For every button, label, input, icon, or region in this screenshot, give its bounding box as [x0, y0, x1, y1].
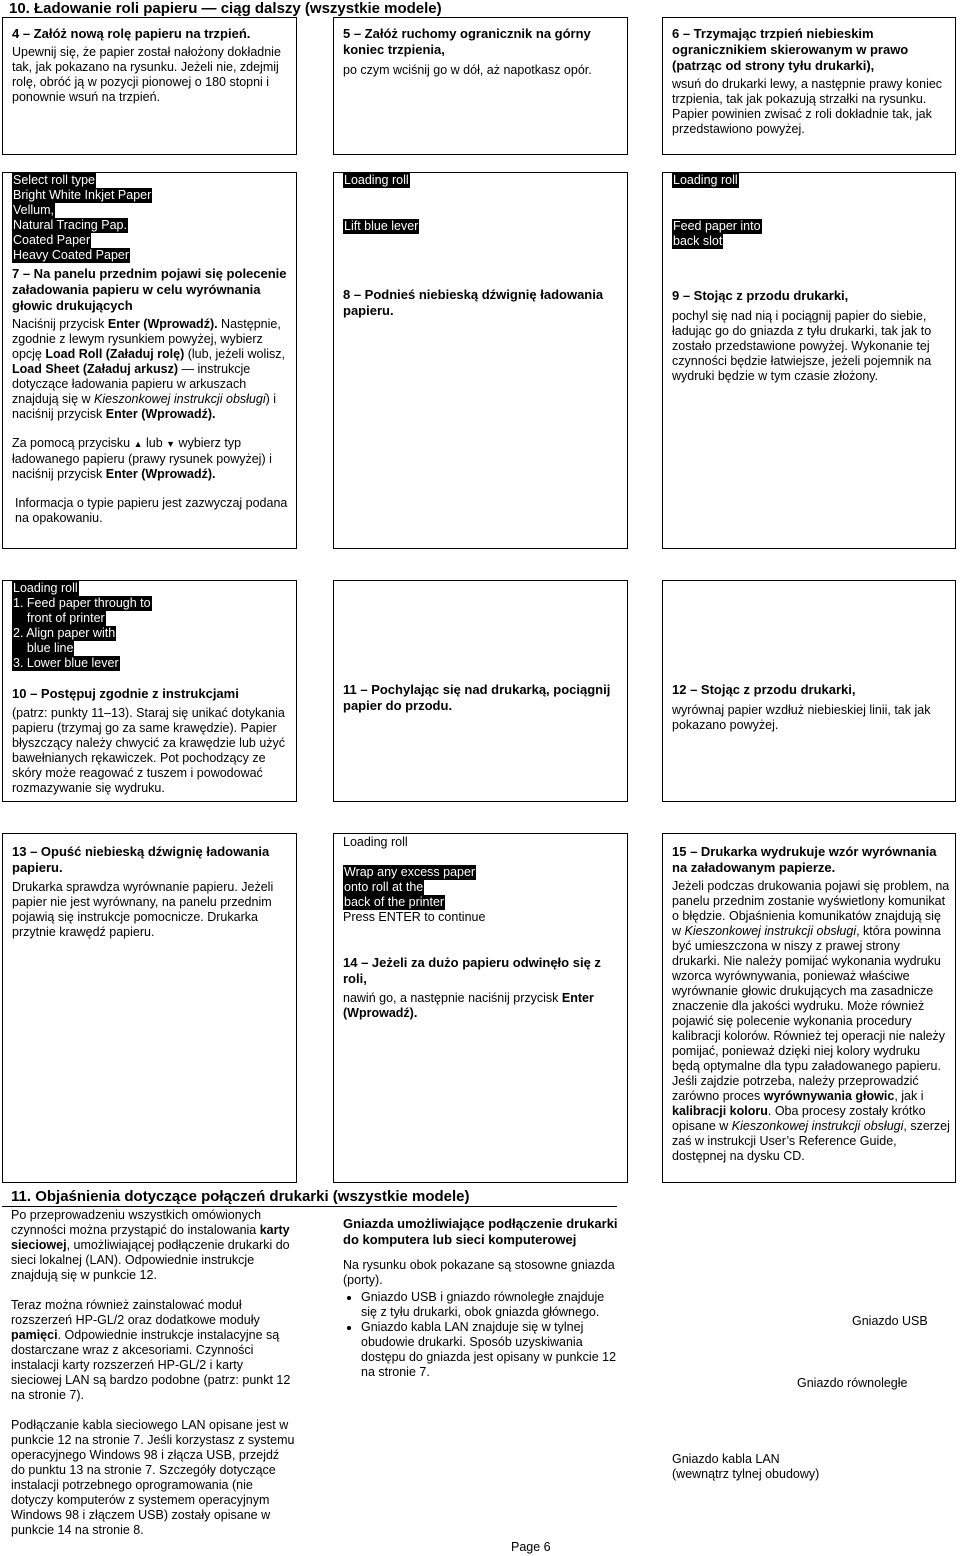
step-12 [672, 682, 947, 733]
enter-key-label: Enter (Wprowadź). [105, 407, 216, 421]
page-number: Page 6 [511, 1540, 551, 1554]
text: Po przeprowadzeniu wszystkich omówionych czynności można przystąpić do instalowania [11, 1208, 262, 1237]
lcd-feed-paper: Feed paper into [673, 219, 761, 233]
step-12-title: 12 – Stojąc z przodu drukarki, [672, 682, 856, 697]
text: . Oba procesy zostały krótko opisane w [672, 1104, 926, 1133]
lcd-select-roll-type [12, 173, 290, 263]
network-card-term: karty sieciowej [11, 1223, 290, 1252]
lcd-lift-blue-lever: Lift blue lever [344, 219, 419, 233]
section-11-title: 11. Objaśnienia dotyczące połączeń drukarki (wszystkie modele) [11, 1188, 470, 1205]
lcd-line: Wrap any excess paper [344, 865, 476, 879]
lcd-line: 3. Lower blue lever [13, 656, 119, 670]
step-8 [343, 173, 621, 319]
head-alignment-term: wyrównywania głowic [763, 1089, 895, 1103]
lcd-line: 2. Align paper with [13, 626, 116, 640]
text: nawiń go, a następnie naciśnij przycisk [343, 991, 562, 1005]
step-15 [672, 844, 950, 1164]
list-item: • Gniazdo USB i gniazdo równoległe znajduje się z tyłu drukarki, obok gniazda głównego. [361, 1290, 623, 1320]
color-calibration-term: kalibracji koloru [672, 1104, 768, 1118]
text: , która powinna być umieszczona w niszy z prawej strony drukarki. Nie należy pomijać wykonania wydruku wzorca wyrównywania, ponieważ właściwe wyrównanie głowic drukujących ma zasadnicze znaczenie dla jakości wydruku. Może również pojawić się polecenie wykonania procedury kalibracji kolorów. Również tej operacji nie należy pomijać, ponieważ dzięki niej kolory wydruku będą optymalne dla typu załadowanego papieru. Jeśli zajdzie potrzeba, należy przeprowadzić zarówno proces [672, 924, 946, 1103]
text: Następnie, zgodnie z lewym rysunkiem powyżej, wybierz opcję [12, 317, 281, 361]
lcd-line: front of printer [13, 611, 105, 625]
step-7-title: 7 – Na panelu przednim pojawi się polecenie załadowania papieru w celu wyrównania głowic drukujących [12, 266, 287, 313]
step-14-title: 14 – Jeżeli za dużo papieru odwinęło się z roli, [343, 955, 601, 986]
load-sheet-label: Load Sheet (Załaduj arkusz) [12, 362, 179, 376]
step-10 [12, 581, 292, 796]
enter-key-label: Enter (Wprowadź). [343, 991, 594, 1020]
step-6 [672, 26, 952, 137]
lcd-loading-roll: Loading roll [344, 173, 409, 187]
text: Teraz można również zainstalować moduł rozszerzeń HP-GL/2 oraz dodatkowe moduły [11, 1298, 260, 1327]
step-14-body [343, 991, 623, 1021]
usb-port-label: Gniazdo USB [852, 1314, 928, 1328]
lcd-line: Bright White Inkjet Paper [13, 188, 152, 202]
text: (lub, jeżeli wolisz, [184, 347, 285, 361]
step-6-body: wsuń do drukarki lewy, a następnie prawy koniec trzpienia, tak jak pokazują strzałki na rysunku. Papier powinien zwisać z roli dokładnie tak, jak przedstawiono powyżej. [672, 77, 943, 136]
lcd-press-enter: Press ENTER to continue [343, 910, 486, 924]
step-4 [12, 26, 290, 105]
section-11-divider [2, 1206, 617, 1207]
down-arrow-icon: ▼ [166, 439, 176, 449]
text: ) i naciśnij przycisk [12, 392, 277, 421]
step-6-title: 6 – Trzymając trzpień niebieskim ogranicznikiem skierowanym w prawo (patrząc od strony tyłu drukarki), [672, 26, 909, 73]
text: . Odpowiednie instrukcje instalacyjne są dostarczane wraz z akcesoriami. Czynności instalacji karty rozszerzeń HP-GL/2 i karty sieciowej LAN są bardzo podobne (patrz: punkt 12 na stronie 7). [11, 1328, 291, 1402]
enter-key-label: Enter (Wprowadź). [107, 317, 218, 331]
lan-port-sublabel: (wewnątrz tylnej obudowy) [672, 1467, 820, 1481]
lcd-line: Coated Paper [13, 233, 91, 247]
enter-key-label: Enter (Wprowadź). [105, 467, 216, 481]
list-item: • Gniazdo kabla LAN znajduje się w tylnej obudowie drukarki. Sposób uzyskiwania dostępu do gniazda jest opisany w punkcie 12 na stronie 7. [361, 1320, 623, 1380]
lcd-back-slot: back slot [673, 234, 723, 248]
memory-term: pamięci [11, 1328, 58, 1342]
step-7-p3: Informacja o typie papieru jest zazwyczaj podana na opakowaniu. [15, 496, 288, 525]
lcd-line: 1. Feed paper through to [13, 596, 151, 610]
pocket-guide-ref: Kieszonkowej instrukcji obsługi [731, 1119, 904, 1133]
lan-port-label: Gniazdo kabla LAN [672, 1452, 780, 1466]
step-9-title: 9 – Stojąc z przodu drukarki, [672, 288, 849, 303]
load-roll-label: Load Roll (Załaduj rolę) [45, 347, 185, 361]
lcd-line: Heavy Coated Paper [13, 248, 130, 262]
up-arrow-icon: ▲ [133, 439, 143, 449]
text: , umożliwiającej podłączenie drukarki do sieci lokalnej (LAN). Odpowiednie instrukcje znajdują się w punkcie 12. [11, 1238, 290, 1282]
step-7-p1 [12, 317, 290, 422]
step-13-body: Drukarka sprawdza wyrównanie papieru. Jeżeli papier nie jest wyrównany, na panelu przednim pojawią się instrukcje pomocnicze. Drukarka przytnie krawędź papieru. [12, 880, 274, 939]
step-14 [343, 835, 623, 1021]
step-10-title: 10 – Postępuj zgodnie z instrukcjami [12, 686, 239, 701]
step-5 [343, 26, 623, 78]
step-15-title: 15 – Drukarka wydrukuje wzór wyrównania na załadowanym papierze. [672, 844, 937, 875]
step-12-body: wyrównaj papier wzdłuż niebieskiej linii, tak jak pokazano powyżej. [672, 703, 931, 732]
lcd-line: Select roll type [13, 173, 95, 187]
section-10-title: 10. Ładowanie roli papieru — ciąg dalszy (wszystkie modele) [9, 0, 442, 17]
text: , jak i [894, 1089, 924, 1103]
lcd-line: back of the printer [344, 895, 445, 909]
parallel-port-label: Gniazdo równoległe [797, 1376, 908, 1390]
section-11-left [11, 1208, 296, 1538]
text: , szerzej zaś w instrukcji User’s Reference Guide, dostępnej na dysku CD. [672, 1119, 950, 1163]
ports-intro: Na rysunku obok pokazane są stosowne gniazda (porty). [343, 1258, 615, 1287]
text: lub [142, 436, 167, 450]
lcd-line: Loading roll [13, 581, 78, 595]
step-8-title: 8 – Podnieś niebieską dźwignię ładowania papieru. [343, 287, 604, 318]
text: — instrukcje dotyczące ładowania papieru w arkuszach znajdują się w [12, 362, 251, 406]
text: Jeżeli podczas drukowania pojawi się problem, na panelu przednim zostanie wyświetlony komunikat o błędzie. Objaśnienia komunikatów znajdują się w [672, 879, 950, 938]
lcd-loading-roll: Loading roll [673, 173, 738, 187]
text: Za pomocą przycisku [12, 436, 134, 450]
step-13-title: 13 – Opuść niebieską dźwignię ładowania papieru. [12, 844, 270, 875]
text: Naciśnij przycisk [12, 317, 108, 331]
lcd-line: Natural Tracing Pap. [13, 218, 127, 232]
section-11-p3: Podłączanie kabla sieciowego LAN opisane jest w punkcie 12 na stronie 7. Jeśli korzystasz z systemu operacyjnego Windows 98 i złącza USB, przejdź do punktu 13 na stronie 7. Szczegóły dotyczące instalacji potrzebnego oprogramowania (nie dotyczy komputerów z systemem operacyjnym Windows 98 i złączem USB) zostały opisane w punkcie 14 na stronie 8. [11, 1418, 295, 1537]
step-9-body: pochyl się nad nią i pociągnij papier do siebie, ładując go do gniazda z tyłu drukarki, tak jak to zostało przedstawione powyżej. Wykonanie tej czynności będzie łatwiejsze, jeżeli pojemnik na wydruki będzie w tym czasie złożony. [672, 309, 932, 383]
step-4-body: Upewnij się, że papier został nałożony dokładnie tak, jak pokazano na rysunku. Jeżeli nie, zdejmij rolę, obróć ją w pozycji pionowej o 180 stopni i ponownie wsuń na trzpień. [12, 45, 281, 104]
lcd-line: onto roll at the [344, 880, 424, 894]
section-11-middle [343, 1216, 623, 1380]
step-9 [672, 173, 950, 384]
step-7-p2 [12, 436, 290, 482]
section-11-p1 [11, 1208, 296, 1283]
text: wybierz typ ładowanego papieru (prawy rysunek powyżej) i naciśnij przycisk [12, 436, 272, 481]
step-13 [12, 844, 287, 940]
lcd-loading-roll: Loading roll [343, 835, 408, 849]
section-11-p2 [11, 1298, 296, 1403]
lcd-line: Vellum, [13, 203, 54, 217]
pocket-guide-ref: Kieszonkowej instrukcji obsługi [684, 924, 857, 938]
step-11-title: 11 – Pochylając się nad drukarką, pociągnij papier do przodu. [343, 682, 611, 713]
pocket-guide-ref: Kieszonkowej instrukcji obsługi [94, 392, 266, 406]
lcd-line: blue line [13, 641, 74, 655]
ports-list [343, 1290, 623, 1380]
step-7 [12, 173, 290, 526]
step-5-title: 5 – Załóż ruchomy ogranicznik na górny koniec trzpienia, [343, 26, 591, 57]
step-15-body [672, 879, 950, 1164]
step-10-body: (patrz: punkty 11–13). Staraj się unikać dotykania papieru (trzymaj go za same krawędzie). Papier błyszczący należy chwycić za krawędzie lub użyć bawełnianych rękawiczek. Pot pochodzący ze skóry może reagować z tuszem i powodować rozmazywanie się wydruku. [12, 706, 286, 795]
ports-title: Gniazda umożliwiające podłączenie drukarki do komputera lub sieci komputerowej [343, 1216, 618, 1247]
step-5-body: po czym wciśnij go w dół, aż napotkasz opór. [343, 63, 592, 77]
step-4-title: 4 – Załóż nową rolę papieru na trzpień. [12, 26, 251, 41]
step-11 [343, 682, 613, 714]
